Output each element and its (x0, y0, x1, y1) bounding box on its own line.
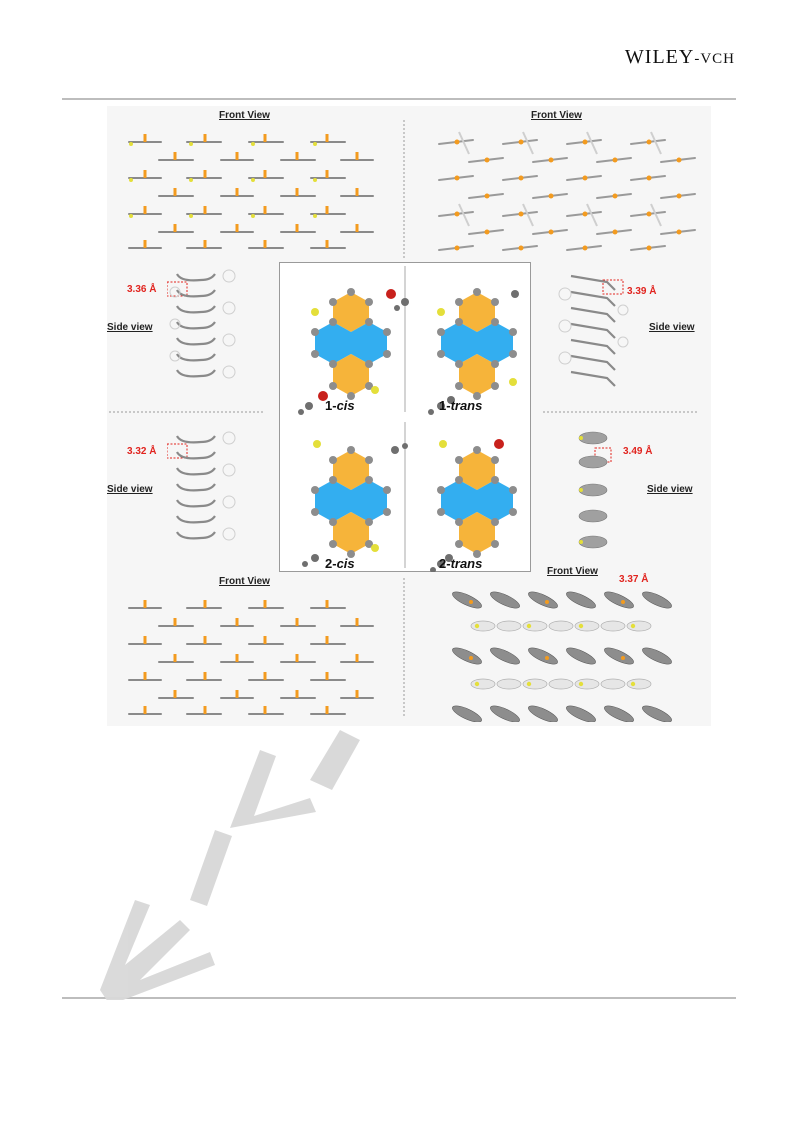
distance-label-1trans: 3.39 Å (627, 286, 657, 297)
side-view-label-4: Side view (647, 484, 693, 495)
packing-front-1trans (429, 128, 699, 254)
side-view-1cis (167, 266, 243, 388)
distance-label-2trans-front: 3.37 Å (619, 574, 649, 585)
molecule-name-1trans: 1-trans (439, 398, 483, 413)
side-view-label-3: Side view (107, 484, 153, 495)
packing-front-2trans (447, 584, 701, 722)
front-view-label-top-left: Front View (219, 110, 270, 121)
molecule-name-1cis: 1-cis (325, 398, 355, 413)
divider-vertical-top (403, 120, 405, 260)
front-view-label-top-right: Front View (531, 110, 582, 121)
header-rule (62, 98, 736, 100)
divider-horizontal (107, 411, 711, 413)
side-view-2cis (167, 428, 243, 550)
crystal-packing-figure (107, 106, 711, 726)
watermark (40, 720, 400, 1000)
publisher-logo: WILEY-VCH (624, 46, 735, 68)
distance-label-2trans-side: 3.49 Å (623, 446, 653, 457)
side-view-1trans (557, 268, 633, 390)
distance-label-2cis: 3.32 Å (127, 446, 157, 457)
divider-vertical-bottom (403, 578, 405, 718)
side-view-label-1: Side view (107, 322, 153, 333)
molecule-panel (279, 262, 531, 572)
front-view-label-bottom-left: Front View (219, 576, 270, 587)
distance-label-1cis: 3.36 Å (127, 284, 157, 295)
side-view-2trans (567, 424, 627, 556)
front-view-label-bottom-right: Front View (547, 566, 598, 577)
molecule-name-2cis: 2-cis (325, 556, 355, 571)
packing-front-1cis (125, 128, 379, 254)
side-view-label-2: Side view (649, 322, 695, 333)
packing-front-2cis (125, 594, 379, 720)
molecule-name-2trans: 2-trans (439, 556, 483, 571)
